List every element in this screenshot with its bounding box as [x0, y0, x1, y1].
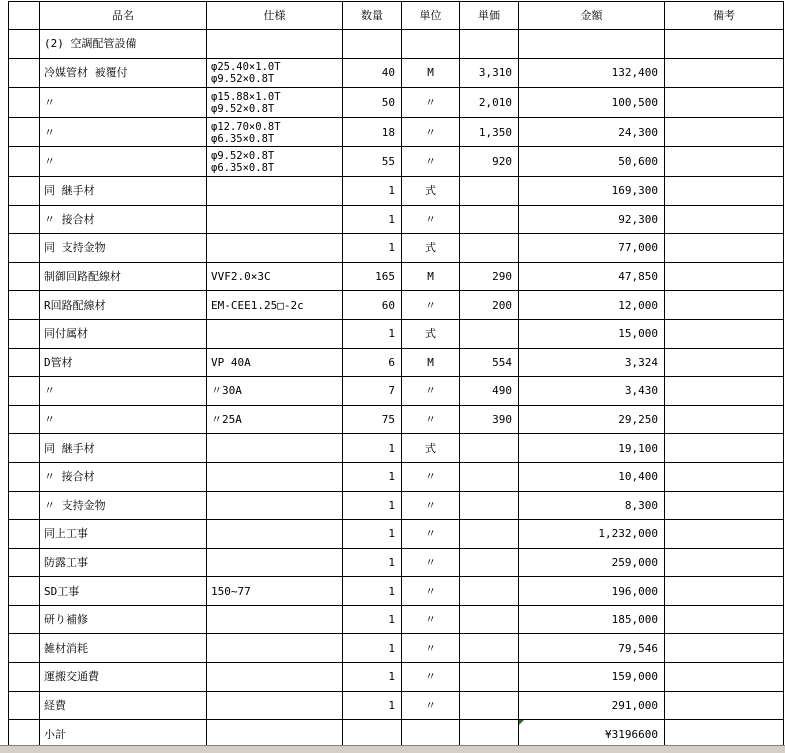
cell-note[interactable]: [665, 605, 784, 634]
cell-note[interactable]: [665, 462, 784, 491]
cell-name[interactable]: 〃 接合材: [40, 205, 207, 234]
cell-price[interactable]: [460, 176, 519, 205]
cell-unit[interactable]: 式: [402, 319, 460, 348]
table-row: [9, 348, 784, 377]
cell-spec[interactable]: [207, 117, 343, 147]
table-row: [9, 434, 784, 463]
cell-unit[interactable]: M: [402, 348, 460, 377]
cell-unit[interactable]: 式: [402, 234, 460, 263]
cell-qty[interactable]: 1: [343, 520, 402, 549]
cell-spec[interactable]: [207, 663, 343, 692]
cell-note[interactable]: [665, 117, 784, 147]
spec-line-2: φ6.35×0.8T: [211, 162, 275, 175]
cell-note[interactable]: [665, 434, 784, 463]
header-amount[interactable]: 金額: [519, 2, 665, 30]
cell-unit[interactable]: 〃: [402, 691, 460, 720]
spec-line-1: φ12.70×0.8T: [211, 120, 281, 133]
table-row: [9, 30, 784, 59]
cell-name[interactable]: 防露工事: [40, 548, 207, 577]
cell-unit[interactable]: 〃: [402, 462, 460, 491]
cell-price[interactable]: [460, 205, 519, 234]
row-blank-cell[interactable]: [9, 548, 40, 577]
cell-unit[interactable]: 〃: [402, 117, 460, 147]
cell-price[interactable]: 390: [460, 405, 519, 434]
cell-name[interactable]: 〃: [40, 88, 207, 118]
cell-amount[interactable]: 12,000: [519, 291, 665, 320]
row-blank-cell[interactable]: [9, 147, 40, 177]
cell-spec[interactable]: VP 40A: [207, 348, 343, 377]
cell-spec[interactable]: [207, 147, 343, 177]
cell-amount[interactable]: 1,232,000: [519, 520, 665, 549]
cell-qty[interactable]: 1: [343, 462, 402, 491]
cell-qty[interactable]: 1: [343, 234, 402, 263]
cell-qty[interactable]: 1: [343, 663, 402, 692]
cell-amount[interactable]: 132,400: [519, 58, 665, 88]
row-blank-cell[interactable]: [9, 577, 40, 606]
cell-amount[interactable]: 185,000: [519, 605, 665, 634]
row-blank-cell[interactable]: [9, 205, 40, 234]
cell-note[interactable]: [665, 234, 784, 263]
cell-amount[interactable]: 79,546: [519, 634, 665, 663]
cell-amount[interactable]: 159,000: [519, 663, 665, 692]
cell-amount[interactable]: 92,300: [519, 205, 665, 234]
cell-price[interactable]: [460, 520, 519, 549]
cell-unit[interactable]: [402, 30, 460, 59]
cell-spec[interactable]: [207, 462, 343, 491]
cell-amount[interactable]: 50,600: [519, 147, 665, 177]
cell-spec[interactable]: [207, 176, 343, 205]
header-blank-cell[interactable]: [9, 2, 40, 30]
table-row: [9, 291, 784, 320]
table-row: [9, 405, 784, 434]
cell-spec[interactable]: [207, 434, 343, 463]
cell-qty[interactable]: 60: [343, 291, 402, 320]
cell-amount[interactable]: 77,000: [519, 234, 665, 263]
cell-name[interactable]: 同 支持金物: [40, 234, 207, 263]
cell-note[interactable]: [665, 30, 784, 59]
cell-name[interactable]: R回路配線材: [40, 291, 207, 320]
cell-qty[interactable]: 1: [343, 319, 402, 348]
row-blank-cell[interactable]: [9, 234, 40, 263]
cell-spec[interactable]: [207, 491, 343, 520]
cell-note[interactable]: [665, 377, 784, 406]
cell-unit[interactable]: 〃: [402, 634, 460, 663]
cell-spec[interactable]: [207, 30, 343, 59]
cell-qty[interactable]: 50: [343, 88, 402, 118]
row-blank-cell[interactable]: [9, 491, 40, 520]
row-blank-cell[interactable]: [9, 291, 40, 320]
cell-spec[interactable]: [207, 319, 343, 348]
cell-spec[interactable]: [207, 88, 343, 118]
cell-price[interactable]: [460, 434, 519, 463]
cell-price[interactable]: 1,350: [460, 117, 519, 147]
cell-spec[interactable]: [207, 691, 343, 720]
header-spec[interactable]: 仕様: [207, 2, 343, 30]
cell-amount[interactable]: 15,000: [519, 319, 665, 348]
cell-spec[interactable]: [207, 548, 343, 577]
cell-note[interactable]: [665, 520, 784, 549]
table-row: [9, 377, 784, 406]
cell-unit[interactable]: 式: [402, 176, 460, 205]
table-row: [9, 577, 784, 606]
cell-name[interactable]: 経費: [40, 691, 207, 720]
cell-qty[interactable]: 165: [343, 262, 402, 291]
cell-spec[interactable]: 150~77: [207, 577, 343, 606]
cell-spec[interactable]: 〃25A: [207, 405, 343, 434]
cell-qty[interactable]: 1: [343, 548, 402, 577]
cell-price[interactable]: 3,310: [460, 58, 519, 88]
cell-qty[interactable]: 1: [343, 491, 402, 520]
header-qty[interactable]: 数量: [343, 2, 402, 30]
cell-price[interactable]: [460, 691, 519, 720]
table-row: [9, 691, 784, 720]
cell-price[interactable]: [460, 30, 519, 59]
cell-spec[interactable]: EM-CEE1.25□-2c: [207, 291, 343, 320]
cell-note[interactable]: [665, 319, 784, 348]
header-note[interactable]: 備考: [665, 2, 784, 30]
cell-price[interactable]: 554: [460, 348, 519, 377]
cell-name[interactable]: 同 継手材: [40, 434, 207, 463]
cell-name[interactable]: 〃: [40, 377, 207, 406]
row-blank-cell[interactable]: [9, 691, 40, 720]
table-row: [9, 176, 784, 205]
row-blank-cell[interactable]: [9, 462, 40, 491]
cell-qty[interactable]: 7: [343, 377, 402, 406]
cell-name[interactable]: 研り補修: [40, 605, 207, 634]
row-blank-cell[interactable]: [9, 434, 40, 463]
cell-note[interactable]: [665, 691, 784, 720]
row-blank-cell[interactable]: [9, 117, 40, 147]
row-blank-cell[interactable]: [9, 520, 40, 549]
header-name[interactable]: 品名: [40, 2, 207, 30]
table-row: [9, 205, 784, 234]
cell-price[interactable]: [460, 605, 519, 634]
cell-amount[interactable]: 47,850: [519, 262, 665, 291]
cell-unit[interactable]: 〃: [402, 291, 460, 320]
cell-price[interactable]: 290: [460, 262, 519, 291]
cell-note[interactable]: [665, 262, 784, 291]
cell-note[interactable]: [665, 405, 784, 434]
cell-spec[interactable]: 〃30A: [207, 377, 343, 406]
cell-unit[interactable]: 〃: [402, 405, 460, 434]
cell-name[interactable]: 同 継手材: [40, 176, 207, 205]
cell-qty[interactable]: 1: [343, 205, 402, 234]
cell-note[interactable]: [665, 176, 784, 205]
row-blank-cell[interactable]: [9, 30, 40, 59]
table-row: [9, 491, 784, 520]
table-row: [9, 520, 784, 549]
spec-line-2: φ9.52×0.8T: [211, 102, 275, 115]
cell-name[interactable]: (2) 空調配管設備: [40, 30, 207, 59]
cell-note[interactable]: [665, 663, 784, 692]
cell-unit[interactable]: 〃: [402, 663, 460, 692]
table-row: [9, 663, 784, 692]
row-blank-cell[interactable]: [9, 634, 40, 663]
cell-amount[interactable]: 24,300: [519, 117, 665, 147]
cell-spec[interactable]: [207, 58, 343, 88]
cell-qty[interactable]: 1: [343, 434, 402, 463]
cell-note[interactable]: [665, 88, 784, 118]
cell-qty[interactable]: 40: [343, 58, 402, 88]
cell-spec[interactable]: VVF2.0×3C: [207, 262, 343, 291]
row-blank-cell[interactable]: [9, 348, 40, 377]
cell-amount[interactable]: 259,000: [519, 548, 665, 577]
cell-price[interactable]: [460, 234, 519, 263]
cell-unit[interactable]: M: [402, 262, 460, 291]
row-blank-cell[interactable]: [9, 262, 40, 291]
row-blank-cell[interactable]: [9, 377, 40, 406]
cell-price[interactable]: [460, 548, 519, 577]
cell-unit[interactable]: 式: [402, 434, 460, 463]
cell-note[interactable]: [665, 58, 784, 88]
cell-price[interactable]: [460, 491, 519, 520]
cell-name[interactable]: 〃 支持金物: [40, 491, 207, 520]
cell-spec[interactable]: [207, 234, 343, 263]
table-row: [9, 117, 784, 147]
cell-unit[interactable]: 〃: [402, 147, 460, 177]
cell-qty[interactable]: 6: [343, 348, 402, 377]
cell-name[interactable]: 〃 接合材: [40, 462, 207, 491]
cell-qty[interactable]: [343, 30, 402, 59]
cell-note[interactable]: [665, 205, 784, 234]
cell-qty[interactable]: 1: [343, 634, 402, 663]
estimate-table: [8, 1, 784, 749]
cell-amount[interactable]: 291,000: [519, 691, 665, 720]
cell-price[interactable]: [460, 577, 519, 606]
cell-unit[interactable]: M: [402, 58, 460, 88]
cell-note[interactable]: [665, 291, 784, 320]
formula-indicator-icon: [519, 720, 524, 725]
cell-amount[interactable]: 169,300: [519, 176, 665, 205]
cell-note[interactable]: [665, 491, 784, 520]
cell-name[interactable]: 〃: [40, 405, 207, 434]
cell-amount[interactable]: 8,300: [519, 491, 665, 520]
cell-qty[interactable]: 1: [343, 605, 402, 634]
cell-name[interactable]: 雑材消耗: [40, 634, 207, 663]
table-row: [9, 262, 784, 291]
table-row: [9, 58, 784, 88]
cell-price[interactable]: 2,010: [460, 88, 519, 118]
cell-price[interactable]: [460, 634, 519, 663]
cell-note[interactable]: [665, 548, 784, 577]
cell-qty[interactable]: 1: [343, 691, 402, 720]
cell-name[interactable]: 運搬交通費: [40, 663, 207, 692]
cell-name[interactable]: 冷媒管材 被覆付: [40, 58, 207, 88]
cell-unit[interactable]: 〃: [402, 605, 460, 634]
cell-spec[interactable]: [207, 205, 343, 234]
cell-name[interactable]: SD工事: [40, 577, 207, 606]
cell-amount[interactable]: 19,100: [519, 434, 665, 463]
cell-name[interactable]: 制御回路配線材: [40, 262, 207, 291]
cell-name[interactable]: 〃: [40, 147, 207, 177]
table-row: [9, 605, 784, 634]
cell-price[interactable]: [460, 663, 519, 692]
cell-unit[interactable]: 〃: [402, 577, 460, 606]
row-blank-cell[interactable]: [9, 605, 40, 634]
spec-line-2: φ6.35×0.8T: [211, 132, 275, 145]
cell-price[interactable]: 920: [460, 147, 519, 177]
row-blank-cell[interactable]: [9, 58, 40, 88]
cell-unit[interactable]: 〃: [402, 548, 460, 577]
header-unit[interactable]: 単位: [402, 2, 460, 30]
table-row: [9, 462, 784, 491]
cell-price[interactable]: 200: [460, 291, 519, 320]
cell-amount[interactable]: [519, 30, 665, 59]
cell-amount[interactable]: 10,400: [519, 462, 665, 491]
cell-note[interactable]: [665, 147, 784, 177]
cell-note[interactable]: [665, 577, 784, 606]
cell-price[interactable]: [460, 319, 519, 348]
cell-note[interactable]: [665, 634, 784, 663]
cell-price[interactable]: [460, 462, 519, 491]
cell-unit[interactable]: 〃: [402, 491, 460, 520]
row-blank-cell[interactable]: [9, 176, 40, 205]
cell-unit[interactable]: 〃: [402, 205, 460, 234]
subtotal-amount-value: ¥3196600: [605, 727, 658, 741]
table-row: [9, 147, 784, 177]
cell-name[interactable]: D管材: [40, 348, 207, 377]
cell-name[interactable]: 〃: [40, 117, 207, 147]
cell-qty[interactable]: 1: [343, 577, 402, 606]
header-row: [9, 2, 784, 30]
spec-line-1: φ9.52×0.8T: [211, 150, 275, 163]
spec-line-1: φ25.40×1.0T: [211, 61, 281, 74]
table-row: [9, 634, 784, 663]
spec-line-2: φ9.52×0.8T: [211, 73, 275, 86]
table-row: [9, 548, 784, 577]
table-body: [9, 30, 784, 720]
table-row: [9, 234, 784, 263]
cell-spec[interactable]: [207, 634, 343, 663]
cell-note[interactable]: [665, 348, 784, 377]
cell-amount[interactable]: 3,430: [519, 377, 665, 406]
cell-amount[interactable]: 29,250: [519, 405, 665, 434]
cell-price[interactable]: 490: [460, 377, 519, 406]
spec-line-1: φ15.88×1.0T: [211, 90, 281, 103]
cell-amount[interactable]: 100,500: [519, 88, 665, 118]
header-price[interactable]: 単価: [460, 2, 519, 30]
row-blank-cell[interactable]: [9, 663, 40, 692]
table-row: [9, 88, 784, 118]
cell-amount[interactable]: 3,324: [519, 348, 665, 377]
cell-qty[interactable]: 18: [343, 117, 402, 147]
row-blank-cell[interactable]: [9, 319, 40, 348]
cell-name[interactable]: 同付属材: [40, 319, 207, 348]
cell-spec[interactable]: [207, 605, 343, 634]
cell-unit[interactable]: 〃: [402, 520, 460, 549]
row-blank-cell[interactable]: [9, 405, 40, 434]
cell-amount[interactable]: 196,000: [519, 577, 665, 606]
cell-qty[interactable]: 1: [343, 176, 402, 205]
cell-qty[interactable]: 75: [343, 405, 402, 434]
cell-unit[interactable]: 〃: [402, 377, 460, 406]
cell-name[interactable]: 同上工事: [40, 520, 207, 549]
table-row: [9, 319, 784, 348]
cell-spec[interactable]: [207, 520, 343, 549]
sheet-left-margin: [0, 0, 7, 745]
subtotal-label[interactable]: 小計: [40, 720, 207, 749]
cell-qty[interactable]: 55: [343, 147, 402, 177]
cell-unit[interactable]: 〃: [402, 88, 460, 118]
row-blank-cell[interactable]: [9, 88, 40, 118]
